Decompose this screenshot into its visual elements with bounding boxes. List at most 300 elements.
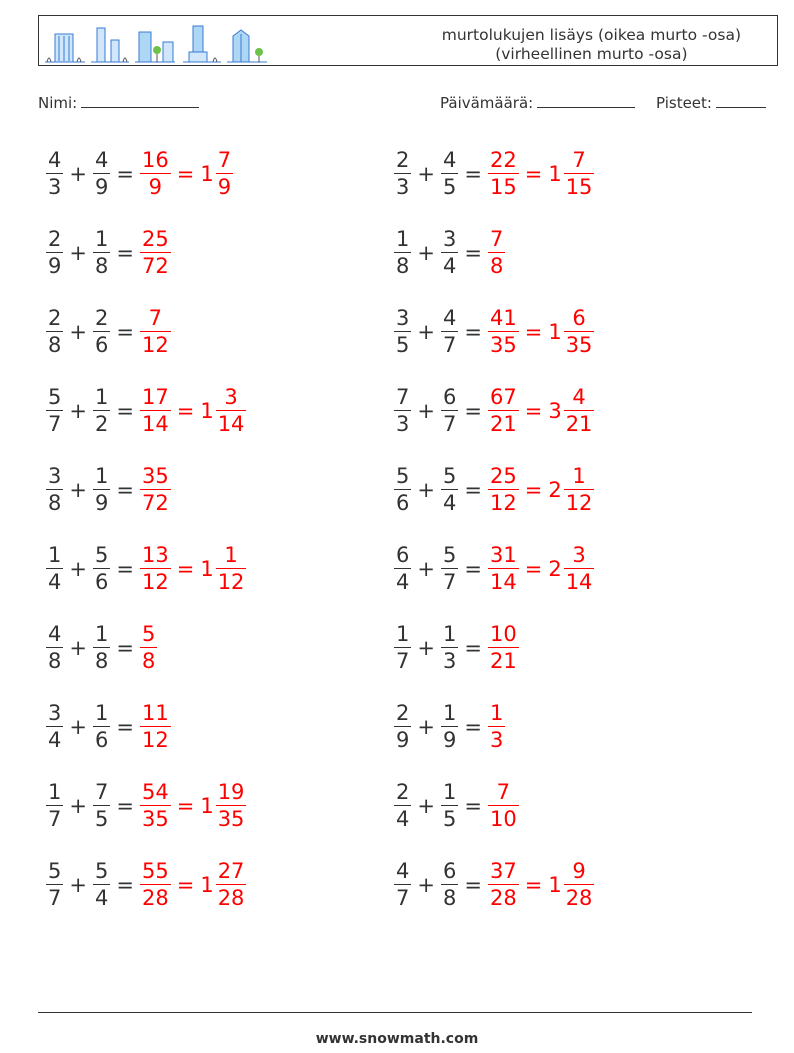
fraction-b-denominator: 7 — [442, 333, 457, 358]
answer-fraction-denominator: 15 — [489, 175, 517, 200]
problem — [394, 850, 594, 920]
answer-fraction — [140, 226, 171, 279]
answer-fraction-numerator: 7 — [489, 226, 504, 251]
answer-fraction-numerator: 7 — [496, 779, 511, 804]
fraction-b — [93, 621, 110, 674]
fraction-b-denominator: 3 — [442, 649, 457, 674]
date-field — [440, 93, 635, 112]
equals-sign: = — [116, 715, 134, 739]
fraction-a — [394, 858, 411, 911]
fraction-a — [394, 542, 411, 595]
answer-fraction-denominator: 8 — [489, 254, 504, 279]
fraction-a — [394, 384, 411, 437]
fraction-b — [441, 779, 458, 832]
answer-fraction-numerator: 25 — [489, 463, 517, 488]
problem — [46, 850, 246, 920]
equals-sign: = — [464, 478, 482, 502]
fraction-b-denominator: 6 — [94, 570, 109, 595]
fraction-a — [46, 226, 63, 279]
mixed-fraction — [216, 147, 233, 200]
problem — [394, 613, 519, 683]
answer-fraction-numerator: 25 — [141, 226, 169, 251]
plus-sign: + — [417, 320, 435, 344]
mixed-fraction-numerator: 1 — [572, 463, 586, 488]
header-icons — [43, 24, 273, 64]
fraction-a-numerator: 3 — [48, 700, 62, 725]
fraction-a-denominator: 5 — [396, 333, 410, 358]
mixed-fraction — [564, 858, 595, 911]
mixed-fraction-numerator: 19 — [217, 779, 245, 804]
plus-sign: + — [69, 715, 87, 739]
fraction-b — [93, 463, 110, 516]
fraction-b-numerator: 1 — [442, 779, 457, 804]
answer-fraction — [488, 700, 505, 753]
mixed-fraction — [564, 542, 595, 595]
equals-sign: = — [464, 241, 482, 265]
fraction-b-denominator: 9 — [94, 491, 109, 516]
header-box — [38, 15, 778, 66]
fraction-a-numerator: 4 — [396, 858, 410, 883]
mixed-fraction — [564, 384, 595, 437]
fraction-a-numerator: 5 — [48, 858, 62, 883]
fraction-a — [46, 858, 63, 911]
fraction-b-numerator: 3 — [442, 226, 457, 251]
answer-fraction-denominator: 35 — [141, 807, 169, 832]
answer-fraction — [488, 226, 505, 279]
mixed-fraction — [216, 779, 247, 832]
fraction-b-denominator: 9 — [94, 175, 109, 200]
mixed-fraction — [216, 384, 247, 437]
fraction-a-numerator: 6 — [396, 542, 410, 567]
plus-sign: + — [417, 557, 435, 581]
fraction-b — [441, 621, 458, 674]
problem — [394, 455, 594, 525]
fraction-a — [46, 463, 63, 516]
answer-fraction-numerator: 41 — [489, 305, 517, 330]
problem — [394, 376, 594, 446]
fraction-a-numerator: 2 — [48, 305, 62, 330]
fraction-b — [441, 147, 458, 200]
answer-fraction-numerator: 54 — [141, 779, 169, 804]
plus-sign: + — [69, 794, 87, 818]
mixed-fraction-numerator: 9 — [572, 858, 586, 883]
mixed-fraction-denominator: 35 — [217, 807, 245, 832]
fraction-b-denominator: 9 — [442, 728, 457, 753]
fraction-b-numerator: 4 — [442, 305, 457, 330]
fraction-b-denominator: 8 — [94, 649, 109, 674]
answer-fraction — [488, 542, 519, 595]
mixed-fraction — [216, 542, 247, 595]
mixed-fraction — [564, 463, 595, 516]
problem — [394, 534, 594, 604]
fraction-a-numerator: 1 — [48, 779, 62, 804]
score-blank[interactable] — [716, 93, 766, 108]
equals-sign: = — [116, 241, 134, 265]
name-label: Nimi: — [38, 94, 78, 112]
fraction-a — [394, 621, 411, 674]
mixed-whole: 1 — [200, 399, 214, 423]
fraction-b-numerator: 4 — [442, 147, 457, 172]
mixed-fraction-numerator: 3 — [572, 542, 586, 567]
mixed-equals-sign: = — [176, 162, 195, 186]
mixed-equals-sign: = — [176, 873, 195, 897]
answer-fraction-denominator: 14 — [141, 412, 169, 437]
mixed-whole: 1 — [548, 162, 562, 186]
problem — [394, 218, 505, 288]
fraction-b-numerator: 5 — [442, 463, 457, 488]
answer-fraction-denominator: 9 — [148, 175, 163, 200]
equals-sign: = — [116, 399, 134, 423]
fraction-b — [93, 305, 110, 358]
problem — [46, 613, 157, 683]
equals-sign: = — [116, 162, 134, 186]
mixed-fraction-numerator: 7 — [217, 147, 232, 172]
problem — [394, 692, 505, 762]
fraction-a-numerator: 4 — [48, 621, 62, 646]
answer-fraction-numerator: 7 — [148, 305, 163, 330]
fraction-a — [394, 779, 411, 832]
fraction-b-denominator: 5 — [442, 175, 457, 200]
plus-sign: + — [417, 478, 435, 502]
fraction-b-numerator: 1 — [94, 700, 109, 725]
fraction-a-denominator: 8 — [48, 649, 62, 674]
answer-fraction-denominator: 12 — [141, 728, 169, 753]
answer-fraction — [140, 384, 171, 437]
mixed-fraction-denominator: 9 — [217, 175, 232, 200]
fraction-a — [46, 621, 63, 674]
fraction-a-numerator: 1 — [396, 621, 410, 646]
plus-sign: + — [69, 241, 87, 265]
fraction-a-denominator: 7 — [396, 649, 410, 674]
worksheet-title — [442, 26, 741, 64]
plus-sign: + — [69, 636, 87, 660]
mixed-fraction-numerator: 3 — [224, 384, 238, 409]
problem — [46, 376, 246, 446]
fraction-b-numerator: 5 — [94, 858, 109, 883]
problem — [46, 771, 246, 841]
fraction-b-denominator: 6 — [94, 728, 109, 753]
fraction-a — [394, 226, 411, 279]
mixed-equals-sign: = — [176, 557, 195, 581]
fraction-a-denominator: 9 — [48, 254, 62, 279]
mixed-fraction-denominator: 21 — [565, 412, 593, 437]
answer-fraction — [140, 147, 171, 200]
fraction-b — [441, 384, 458, 437]
fraction-a-denominator: 4 — [396, 570, 410, 595]
answer-fraction-denominator: 72 — [141, 491, 169, 516]
answer-fraction-denominator: 8 — [141, 649, 156, 674]
fraction-a — [394, 305, 411, 358]
mixed-fraction — [564, 305, 595, 358]
answer-fraction — [488, 621, 519, 674]
building-icon — [45, 34, 85, 62]
plus-sign: + — [69, 873, 87, 897]
fraction-a-denominator: 3 — [48, 175, 62, 200]
answer-fraction — [140, 305, 171, 358]
fraction-b — [93, 226, 110, 279]
fraction-a-numerator: 3 — [396, 305, 410, 330]
plus-sign: + — [69, 399, 87, 423]
fraction-a-denominator: 8 — [48, 491, 62, 516]
fraction-a — [46, 384, 63, 437]
building-icon — [91, 28, 129, 62]
fraction-b — [93, 542, 110, 595]
fraction-b — [441, 463, 458, 516]
footer-divider — [38, 1012, 752, 1013]
fraction-a-numerator: 5 — [396, 463, 410, 488]
plus-sign: + — [417, 399, 435, 423]
mixed-equals-sign: = — [524, 399, 543, 423]
mixed-fraction — [564, 147, 595, 200]
plus-sign: + — [69, 478, 87, 502]
fraction-b-numerator: 1 — [94, 463, 109, 488]
answer-fraction-numerator: 11 — [141, 700, 169, 725]
mixed-fraction-denominator: 28 — [565, 886, 593, 911]
answer-fraction — [140, 542, 171, 595]
problem — [394, 297, 594, 367]
fraction-a-denominator: 9 — [396, 728, 410, 753]
mixed-whole: 1 — [548, 320, 562, 344]
fraction-b — [93, 147, 110, 200]
equals-sign: = — [464, 162, 482, 186]
plus-sign: + — [69, 320, 87, 344]
fraction-a-numerator: 5 — [48, 384, 62, 409]
problem — [46, 534, 246, 604]
mixed-whole: 1 — [200, 557, 214, 581]
fraction-b — [93, 779, 110, 832]
mixed-fraction-denominator: 15 — [565, 175, 593, 200]
fraction-a-denominator: 7 — [48, 807, 62, 832]
title-line-1: murtolukujen lisäys (oikea murto -osa) — [441, 26, 741, 44]
fraction-b — [93, 858, 110, 911]
answer-fraction-numerator: 1 — [489, 700, 504, 725]
fraction-a — [394, 147, 411, 200]
fraction-a-numerator: 3 — [48, 463, 62, 488]
answer-fraction — [488, 305, 519, 358]
answer-fraction-denominator: 14 — [489, 570, 517, 595]
fraction-a-denominator: 6 — [396, 491, 410, 516]
date-label: Päivämäärä: — [440, 94, 534, 112]
fraction-b-denominator: 6 — [94, 333, 109, 358]
answer-fraction-denominator: 21 — [489, 412, 517, 437]
answer-fraction-numerator: 16 — [141, 147, 169, 172]
answer-fraction-numerator: 31 — [489, 542, 517, 567]
mixed-whole: 3 — [548, 399, 562, 423]
answer-fraction-numerator: 55 — [141, 858, 169, 883]
date-blank[interactable] — [537, 93, 635, 108]
fraction-a-numerator: 1 — [396, 226, 410, 251]
fraction-a — [46, 700, 63, 753]
equals-sign: = — [116, 557, 134, 581]
answer-fraction-denominator: 28 — [141, 886, 169, 911]
problem — [394, 771, 519, 841]
answer-fraction-numerator: 13 — [141, 542, 169, 567]
fraction-b-numerator: 1 — [94, 621, 109, 646]
equals-sign: = — [116, 320, 134, 344]
fraction-a-denominator: 4 — [48, 728, 62, 753]
mixed-equals-sign: = — [524, 557, 543, 581]
mixed-fraction-numerator: 1 — [224, 542, 238, 567]
plus-sign: + — [69, 162, 87, 186]
equals-sign: = — [464, 399, 482, 423]
plus-sign: + — [417, 873, 435, 897]
answer-fraction — [140, 621, 157, 674]
fraction-b-denominator: 4 — [94, 886, 109, 911]
plus-sign: + — [417, 794, 435, 818]
fraction-b — [93, 384, 110, 437]
title-line-2: (virheellinen murto -osa) — [495, 45, 688, 63]
answer-fraction — [140, 463, 171, 516]
mixed-equals-sign: = — [176, 794, 195, 818]
answer-fraction — [140, 700, 171, 753]
mixed-fraction-denominator: 28 — [217, 886, 245, 911]
fraction-b — [441, 226, 458, 279]
fraction-a-denominator: 7 — [48, 886, 62, 911]
equals-sign: = — [464, 557, 482, 581]
mixed-equals-sign: = — [524, 873, 543, 897]
fraction-b-numerator: 5 — [94, 542, 109, 567]
answer-fraction-numerator: 17 — [141, 384, 169, 409]
fraction-b-denominator: 4 — [442, 254, 457, 279]
plus-sign: + — [417, 241, 435, 265]
answer-fraction-denominator: 21 — [489, 649, 517, 674]
fraction-a — [46, 305, 63, 358]
problem — [46, 297, 171, 367]
fraction-b-numerator: 1 — [94, 384, 109, 409]
fraction-b-denominator: 4 — [442, 491, 457, 516]
problem — [46, 692, 171, 762]
answer-fraction — [488, 384, 519, 437]
fraction-a-numerator: 2 — [396, 779, 410, 804]
fraction-a-denominator: 4 — [396, 807, 410, 832]
mixed-equals-sign: = — [524, 162, 543, 186]
mixed-whole: 1 — [548, 873, 562, 897]
mixed-whole: 1 — [200, 162, 214, 186]
fraction-b-denominator: 5 — [442, 807, 457, 832]
problem — [394, 139, 594, 209]
answer-fraction-denominator: 12 — [141, 333, 169, 358]
answer-fraction-numerator: 35 — [141, 463, 169, 488]
answer-fraction-denominator: 35 — [489, 333, 517, 358]
fraction-b-denominator: 8 — [442, 886, 457, 911]
building-icon — [227, 30, 267, 62]
answer-fraction-denominator: 10 — [489, 807, 517, 832]
name-field — [38, 93, 199, 112]
mixed-equals-sign: = — [176, 399, 195, 423]
mixed-fraction — [216, 858, 247, 911]
fraction-b-denominator: 7 — [442, 570, 457, 595]
building-icon — [183, 26, 221, 62]
answer-fraction — [140, 779, 171, 832]
name-blank[interactable] — [81, 93, 199, 108]
answer-fraction-numerator: 5 — [141, 621, 156, 646]
equals-sign: = — [464, 794, 482, 818]
problem — [46, 455, 171, 525]
fraction-b — [93, 700, 110, 753]
fraction-b-denominator: 2 — [94, 412, 109, 437]
equals-sign: = — [464, 873, 482, 897]
building-icon — [135, 32, 175, 62]
fraction-b-numerator: 4 — [94, 147, 109, 172]
mixed-fraction-denominator: 12 — [217, 570, 245, 595]
mixed-fraction-denominator: 14 — [565, 570, 593, 595]
footer-url: www.snowmath.com — [315, 1031, 479, 1047]
problem — [46, 218, 171, 288]
fraction-b-numerator: 6 — [442, 858, 457, 883]
answer-fraction — [488, 463, 519, 516]
fraction-a-denominator: 8 — [48, 333, 62, 358]
fraction-b-numerator: 5 — [442, 542, 457, 567]
fraction-a-numerator: 4 — [48, 147, 62, 172]
plus-sign: + — [417, 715, 435, 739]
equals-sign: = — [116, 478, 134, 502]
answer-fraction-denominator: 12 — [141, 570, 169, 595]
answer-fraction-denominator: 28 — [489, 886, 517, 911]
answer-fraction-numerator: 37 — [489, 858, 517, 883]
plus-sign: + — [69, 557, 87, 581]
mixed-equals-sign: = — [524, 478, 543, 502]
mixed-fraction-numerator: 6 — [572, 305, 586, 330]
fraction-b — [441, 858, 458, 911]
answer-fraction-numerator: 10 — [489, 621, 517, 646]
fraction-b-numerator: 6 — [442, 384, 457, 409]
mixed-fraction-numerator: 4 — [572, 384, 586, 409]
fraction-a — [46, 779, 63, 832]
answer-fraction-denominator: 72 — [141, 254, 169, 279]
mixed-fraction-denominator: 14 — [217, 412, 245, 437]
plus-sign: + — [417, 162, 435, 186]
problem — [46, 139, 233, 209]
mixed-whole: 1 — [200, 873, 214, 897]
fraction-a — [394, 700, 411, 753]
fraction-b — [441, 542, 458, 595]
fraction-b-numerator: 1 — [94, 226, 109, 251]
equals-sign: = — [464, 715, 482, 739]
fraction-a-denominator: 7 — [48, 412, 62, 437]
answer-fraction-denominator: 3 — [489, 728, 504, 753]
fraction-b-denominator: 7 — [442, 412, 457, 437]
fraction-a — [46, 147, 63, 200]
fraction-a — [394, 463, 411, 516]
fraction-a-numerator: 1 — [48, 542, 62, 567]
fraction-a-numerator: 2 — [396, 700, 410, 725]
fraction-a-numerator: 7 — [396, 384, 410, 409]
mixed-whole: 2 — [548, 478, 562, 502]
mixed-equals-sign: = — [524, 320, 543, 344]
fraction-b-denominator: 5 — [94, 807, 109, 832]
plus-sign: + — [417, 636, 435, 660]
equals-sign: = — [464, 320, 482, 344]
fraction-b-numerator: 2 — [94, 305, 109, 330]
mixed-fraction-numerator: 7 — [572, 147, 586, 172]
equals-sign: = — [116, 794, 134, 818]
answer-fraction — [488, 779, 519, 832]
fraction-a-denominator: 3 — [396, 175, 410, 200]
fraction-b-numerator: 7 — [94, 779, 109, 804]
equals-sign: = — [464, 636, 482, 660]
mixed-whole: 1 — [200, 794, 214, 818]
score-field — [656, 93, 766, 112]
mixed-fraction-denominator: 35 — [565, 333, 593, 358]
equals-sign: = — [116, 636, 134, 660]
mixed-fraction-denominator: 12 — [565, 491, 593, 516]
mixed-fraction-numerator: 27 — [217, 858, 245, 883]
fraction-a-denominator: 8 — [396, 254, 410, 279]
fraction-b-numerator: 1 — [442, 700, 457, 725]
fraction-a — [46, 542, 63, 595]
fraction-b-numerator: 1 — [442, 621, 457, 646]
equals-sign: = — [116, 873, 134, 897]
